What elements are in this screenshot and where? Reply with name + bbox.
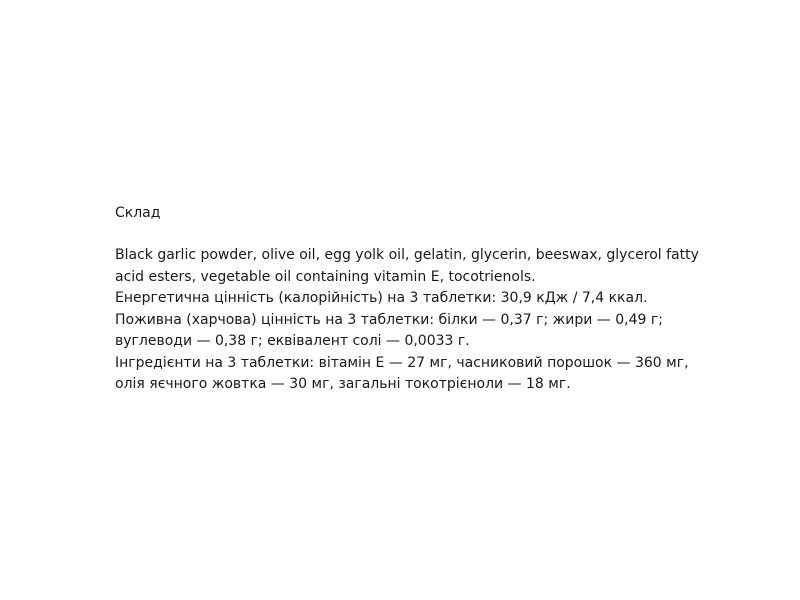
ingredients-line: олія яєчного жовтка — 30 мг, загальні токотрієноли — 18 мг. bbox=[115, 376, 571, 392]
nutrition-value-line: вуглеводи — 0,38 г; еквівалент солі — 0,0033 г. bbox=[115, 333, 470, 349]
composition-section bbox=[115, 203, 705, 396]
energy-value-line: Енергетична цінність (калорійність) на 3 таблетки: 30,9 кДж / 7,4 ккал. bbox=[115, 290, 648, 306]
composition-line: Black garlic powder, olive oil, egg yolk oil, gelatin, glycerin, beeswax, glycerol fatty bbox=[115, 247, 699, 263]
composition-text bbox=[115, 245, 705, 396]
section-title: Склад bbox=[115, 205, 161, 221]
nutrition-value-line: Поживна (харчова) цінність на 3 таблетки: білки — 0,37 г; жири — 0,49 г; bbox=[115, 311, 663, 328]
ingredients-line: Інгредієнти на 3 таблетки: вітамін Е — 27 мг, часниковий порошок — 360 мг, bbox=[115, 354, 689, 371]
composition-line: acid esters, vegetable oil containing vitamin E, tocotrienols. bbox=[115, 268, 536, 285]
